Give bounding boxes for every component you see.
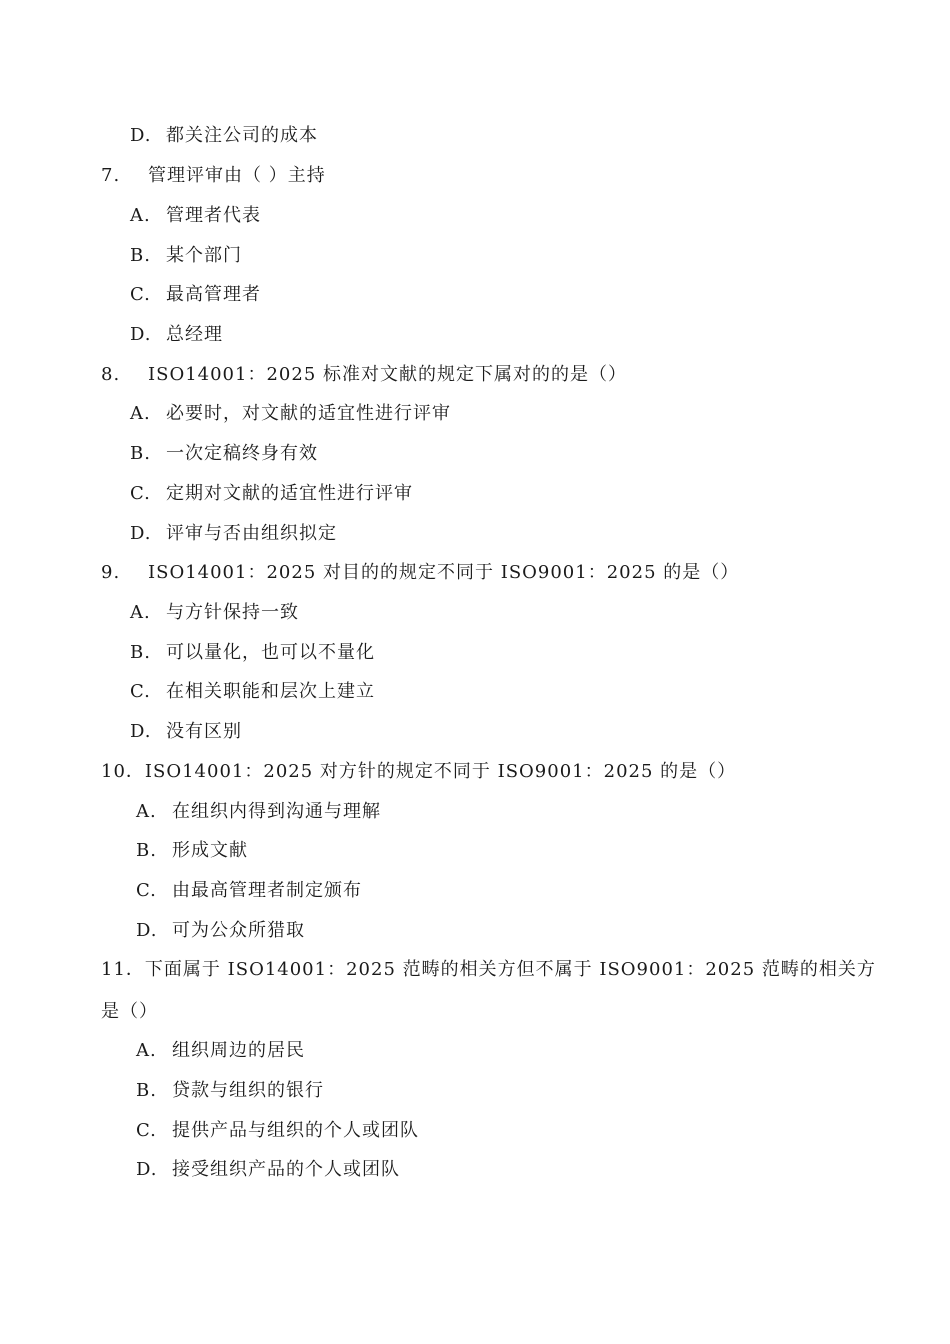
q11-option-b xyxy=(136,1079,324,1103)
option-text: 没有区别 xyxy=(166,721,242,742)
option-text: 由最高管理者制定颁布 xyxy=(172,880,362,901)
option-letter: C. xyxy=(130,483,151,504)
q9-option-d xyxy=(130,720,242,744)
option-letter: D. xyxy=(136,1159,158,1180)
question-number: 9. xyxy=(101,562,121,583)
option-text: 一次定稿终身有效 xyxy=(166,443,318,464)
q10-option-b xyxy=(136,839,248,863)
option-letter: A. xyxy=(136,801,157,822)
q11-option-c xyxy=(136,1119,419,1143)
q6-option-d xyxy=(130,124,318,148)
option-text: 管理者代表 xyxy=(166,205,261,226)
q7-option-b xyxy=(130,244,242,268)
option-letter: B. xyxy=(130,245,151,266)
q7-option-a xyxy=(130,204,261,228)
option-letter: B. xyxy=(130,443,151,464)
option-text: 某个部门 xyxy=(166,245,242,266)
option-letter: C. xyxy=(136,1120,157,1141)
q8-option-d xyxy=(130,522,337,546)
q7-option-d xyxy=(130,323,223,347)
question-8 xyxy=(101,363,627,387)
question-7 xyxy=(101,164,326,188)
option-letter: A. xyxy=(130,403,151,424)
q8-option-a xyxy=(130,402,451,426)
question-text: 11．下面属于 ISO14001：2025 范畴的相关方但不属于 ISO9001：2025 范畴的相关方 xyxy=(101,959,876,980)
q9-option-b xyxy=(130,641,375,665)
option-letter: B. xyxy=(136,1080,157,1101)
q9-option-a xyxy=(130,601,299,625)
option-letter: C. xyxy=(136,880,157,901)
option-text: 必要时，对文献的适宜性进行评审 xyxy=(166,403,451,424)
option-letter: C. xyxy=(130,681,151,702)
question-11 xyxy=(101,958,876,982)
option-letter: A. xyxy=(130,205,151,226)
question-text: 管理评审由（ ）主持 xyxy=(148,165,326,186)
option-letter: D. xyxy=(130,721,152,742)
option-letter: D. xyxy=(130,324,152,345)
option-text: 贷款与组织的银行 xyxy=(172,1080,324,1101)
question-number: 7. xyxy=(101,165,121,186)
option-text: 在相关职能和层次上建立 xyxy=(166,681,375,702)
option-text: 都关注公司的成本 xyxy=(166,125,318,146)
question-text: 是（） xyxy=(101,1001,158,1022)
option-text: 接受组织产品的个人或团队 xyxy=(172,1159,400,1180)
option-text: 可以量化，也可以不量化 xyxy=(166,642,375,663)
question-9 xyxy=(101,561,739,585)
question-10 xyxy=(101,760,736,784)
q11-option-d xyxy=(136,1158,400,1182)
option-letter: D. xyxy=(130,523,152,544)
option-text: 提供产品与组织的个人或团队 xyxy=(172,1120,419,1141)
q10-option-c xyxy=(136,879,362,903)
option-text: 定期对文献的适宜性进行评审 xyxy=(166,483,413,504)
option-letter: D. xyxy=(136,920,158,941)
option-letter: D. xyxy=(130,125,152,146)
q7-option-c xyxy=(130,283,261,307)
option-text: 可为公众所猎取 xyxy=(172,920,305,941)
question-text: ISO14001：2025 标准对文献的规定下属对的的是（） xyxy=(148,364,627,385)
q8-option-c xyxy=(130,482,413,506)
option-text: 在组织内得到沟通与理解 xyxy=(172,801,381,822)
option-letter: A. xyxy=(136,1040,157,1061)
q9-option-c xyxy=(130,680,375,704)
option-text: 与方针保持一致 xyxy=(166,602,299,623)
option-letter: B. xyxy=(136,840,157,861)
option-text: 组织周边的居民 xyxy=(172,1040,305,1061)
option-text: 评审与否由组织拟定 xyxy=(166,523,337,544)
q10-option-a xyxy=(136,800,381,824)
q11-option-a xyxy=(136,1039,305,1063)
question-number: 8. xyxy=(101,364,121,385)
option-text: 最高管理者 xyxy=(166,284,261,305)
option-text: 总经理 xyxy=(166,324,223,345)
option-letter: C. xyxy=(130,284,151,305)
option-letter: A. xyxy=(130,602,151,623)
option-letter: B. xyxy=(130,642,151,663)
option-text: 形成文献 xyxy=(172,840,248,861)
question-text: 10．ISO14001：2025 对方针的规定不同于 ISO9001：2025 的是（） xyxy=(101,761,737,782)
q10-option-d xyxy=(136,919,305,943)
question-11-continued xyxy=(101,1000,158,1024)
question-text: ISO14001：2025 对目的的规定不同于 ISO9001：2025 的是（） xyxy=(148,562,740,583)
q8-option-b xyxy=(130,442,318,466)
